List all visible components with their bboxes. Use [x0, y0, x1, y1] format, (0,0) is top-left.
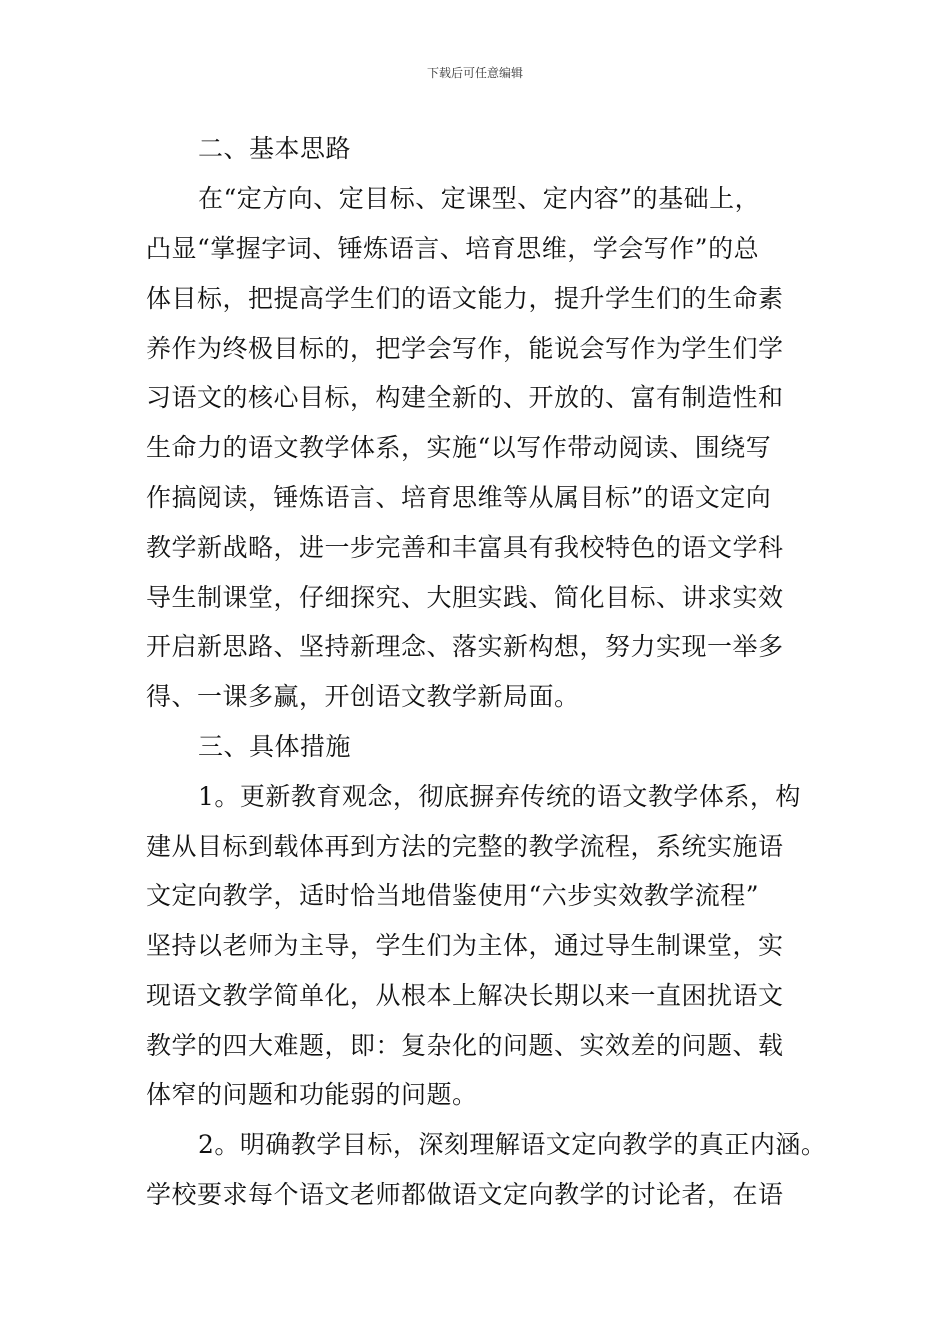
paragraph-line: 教学的四大难题，即：复杂化的问题、实效差的问题、载: [146, 1031, 784, 1060]
paragraph-line: 学校要求每个语文老师都做语文定向教学的讨论者，在语: [146, 1180, 784, 1209]
paragraph-line: 在“定方向、定目标、定课型、定内容”的基础上，: [198, 184, 761, 213]
paragraph-line: 1。更新教育观念，彻底摒弃传统的语文教学体系，构: [198, 782, 801, 811]
paragraph-line: 习语文的核心目标，构建全新的、开放的、富有制造性和: [146, 383, 784, 412]
paragraph-line: 导生制课堂，仔细探究、大胆实践、简化目标、讲求实效: [146, 583, 784, 612]
paragraph-line: 现语文教学简单化，从根本上解决长期以来一直困扰语文: [146, 981, 784, 1010]
paragraph-line: 坚持以老师为主导，学生们为主体，通过导生制课堂，实: [146, 931, 784, 960]
paragraph-line: 生命力的语文教学体系，实施“以写作带动阅读、围绕写: [146, 433, 772, 462]
paragraph-line: 体目标，把提高学生们的语文能力，提升学生们的生命素: [146, 284, 784, 313]
header-note: 下载后可任意编辑: [426, 66, 523, 80]
heading-specific-measures: 三、具体措施: [198, 732, 352, 761]
paragraph-line: 教学新战略，进一步完善和丰富具有我校特色的语文学科: [146, 533, 784, 562]
paragraph-line: 养作为终极目标的，把学会写作，能说会写作为学生们学: [146, 334, 784, 363]
paragraph-line: 2。明确教学目标，深刻理解语文定向教学的真正内涵。: [198, 1130, 827, 1159]
paragraph-line: 作搞阅读，锤炼语言、培育思维等从属目标”的语文定向: [146, 483, 772, 512]
paragraph-line: 文定向教学，适时恰当地借鉴使用“六步实效教学流程”: [146, 881, 760, 910]
paragraph-line: 建从目标到载体再到方法的完整的教学流程，系统实施语: [146, 832, 784, 861]
paragraph-line: 凸显“掌握字词、锤炼语言、培育思维，学会写作”的总: [146, 234, 760, 263]
paragraph-line: 开启新思路、坚持新理念、落实新构想，努力实现一举多: [146, 632, 784, 661]
paragraph-line: 得、一课多赢，开创语文教学新局面。: [146, 682, 580, 711]
heading-basic-approach: 二、基本思路: [198, 134, 352, 163]
paragraph-line: 体窄的问题和功能弱的问题。: [146, 1080, 478, 1109]
